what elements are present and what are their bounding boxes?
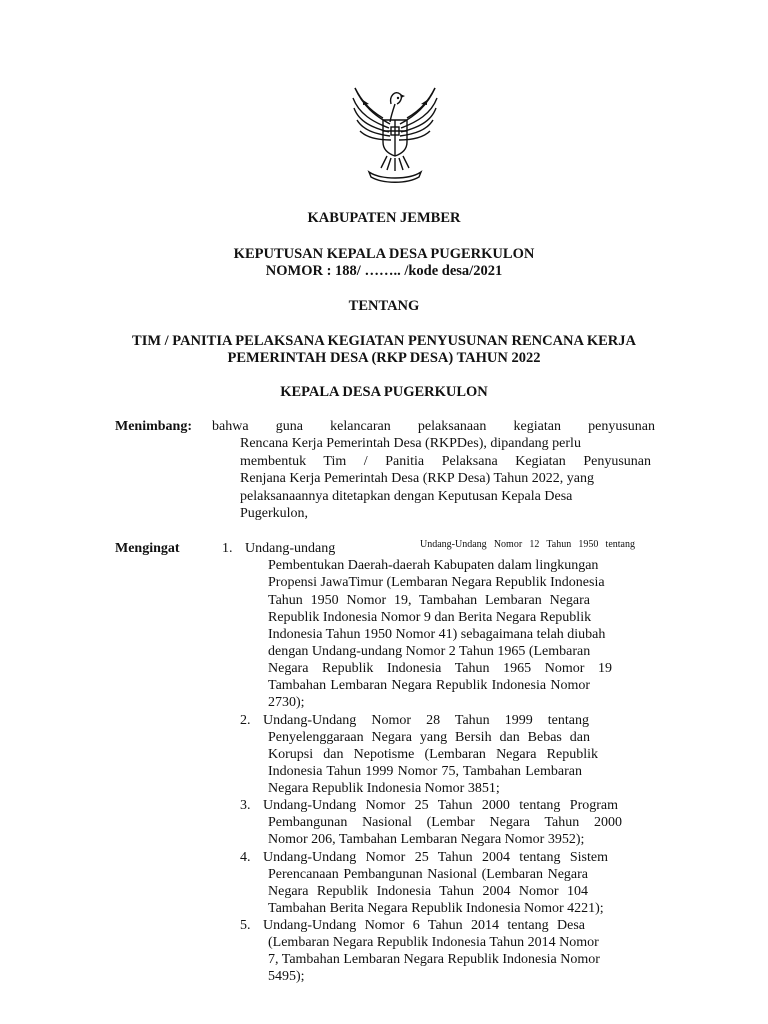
subject-line-1: TIM / PANITIA PELAKSANA KEGIATAN PENYUSUNAN RENCANA KERJA <box>132 333 636 349</box>
list-item-first-line: Undang-Undang Nomor 6 Tahun 2014 tentang Desa <box>263 918 585 933</box>
list-item-number: 4. <box>240 850 251 865</box>
list-item-line: Pembangunan Nasional (Lembar Negara Tahun 2000 <box>268 815 622 830</box>
menimbang-line: bahwa guna kelancaran pelaksanaan kegiatan penyusunan <box>212 419 655 434</box>
list-item-line: Indonesia Tahun 1999 Nomor 75, Tambahan Lembaran <box>268 764 582 779</box>
menimbang-line: Renjana Kerja Pemerintah Desa (RKP Desa) Tahun 2022, yang <box>240 471 594 486</box>
list-item-line: Perencanaan Pembangunan Nasional (Lembaran Negara <box>268 867 588 882</box>
list-item-line: Nomor 206, Tambahan Lembaran Negara Nomor 3952); <box>268 832 585 847</box>
list-item-first-line: Undang-undang <box>245 541 336 556</box>
official-heading: KEPALA DESA PUGERKULON <box>280 384 488 400</box>
mengingat-label: Mengingat <box>115 541 180 556</box>
about-heading: TENTANG <box>348 298 420 314</box>
list-item-line: 7, Tambahan Lembaran Negara Republik Indonesia Nomor <box>268 952 600 967</box>
list-item-number: 5. <box>240 918 251 933</box>
decree-title: KEPUTUSAN KEPALA DESA PUGERKULON <box>233 246 535 262</box>
list-item-line: dengan Undang-undang Nomor 2 Tahun 1965 (Lembaran <box>268 644 591 659</box>
list-item-line: 5495); <box>268 969 305 984</box>
menimbang-line: pelaksanaannya ditetapkan dengan Keputusan Kepala Desa <box>240 489 573 504</box>
list-item-number: 2. <box>240 713 251 728</box>
list-item-line: Negara Republik Indonesia Tahun 2004 Nomor 104 <box>268 884 588 899</box>
list-item-line: Tambahan Berita Negara Republik Indonesia Nomor 4221); <box>268 901 604 916</box>
list-item-line: Korupsi dan Nepotisme (Lembaran Negara Republik <box>268 747 598 762</box>
list-item-line: Propensi JawaTimur (Lembaran Negara Republik Indonesia <box>268 575 605 590</box>
list-item-line: Indonesia Tahun 1950 Nomor 41) sebagaimana telah diubah <box>268 627 606 642</box>
garuda-pancasila-emblem <box>345 76 445 186</box>
menimbang-line: membentuk Tim / Panitia Pelaksana Kegiatan Penyusunan <box>240 454 651 469</box>
subject-line-2: PEMERINTAH DESA (RKP DESA) TAHUN 2022 <box>227 350 541 366</box>
decree-number: NOMOR : 188/ …….. /kode desa/2021 <box>265 263 503 279</box>
menimbang-line: Rencana Kerja Pemerintah Desa (RKPDes), dipandang perlu <box>240 436 581 451</box>
list-item-first-line: Undang-Undang Nomor 25 Tahun 2004 tentang Sistem <box>263 850 608 865</box>
list-item-number: 3. <box>240 798 251 813</box>
list-item-line: Tambahan Lembaran Negara Republik Indonesia Nomor <box>268 678 590 693</box>
regency-heading: KABUPATEN JEMBER <box>307 210 461 226</box>
list-item-line: Penyelenggaraan Negara yang Bersih dan Bebas dan <box>268 730 590 745</box>
list-item-line: 2730); <box>268 695 305 710</box>
list-item-number: 1. <box>222 541 233 556</box>
list-item-line: (Lembaran Negara Republik Indonesia Tahun 2014 Nomor <box>268 935 599 950</box>
list-item-line: Tahun 1950 Nomor 19, Tambahan Lembaran Negara <box>268 593 590 608</box>
menimbang-label: Menimbang: <box>115 419 192 434</box>
list-item-line: Negara Republik Indonesia Tahun 1965 Nomor 19 <box>268 661 612 676</box>
list-item-line: Pembentukan Daerah-daerah Kabupaten dalam lingkungan <box>268 558 599 573</box>
list-item-line: Republik Indonesia Nomor 9 dan Berita Negara Republik <box>268 610 592 625</box>
list-item-line: Negara Republik Indonesia Nomor 3851; <box>268 781 500 796</box>
list-item-note: Undang-Undang Nomor 12 Tahun 1950 tentang <box>420 539 635 550</box>
menimbang-line: Pugerkulon, <box>240 506 309 521</box>
list-item-first-line: Undang-Undang Nomor 25 Tahun 2000 tentang Program <box>263 798 618 813</box>
list-item-first-line: Undang-Undang Nomor 28 Tahun 1999 tentang <box>263 713 589 728</box>
